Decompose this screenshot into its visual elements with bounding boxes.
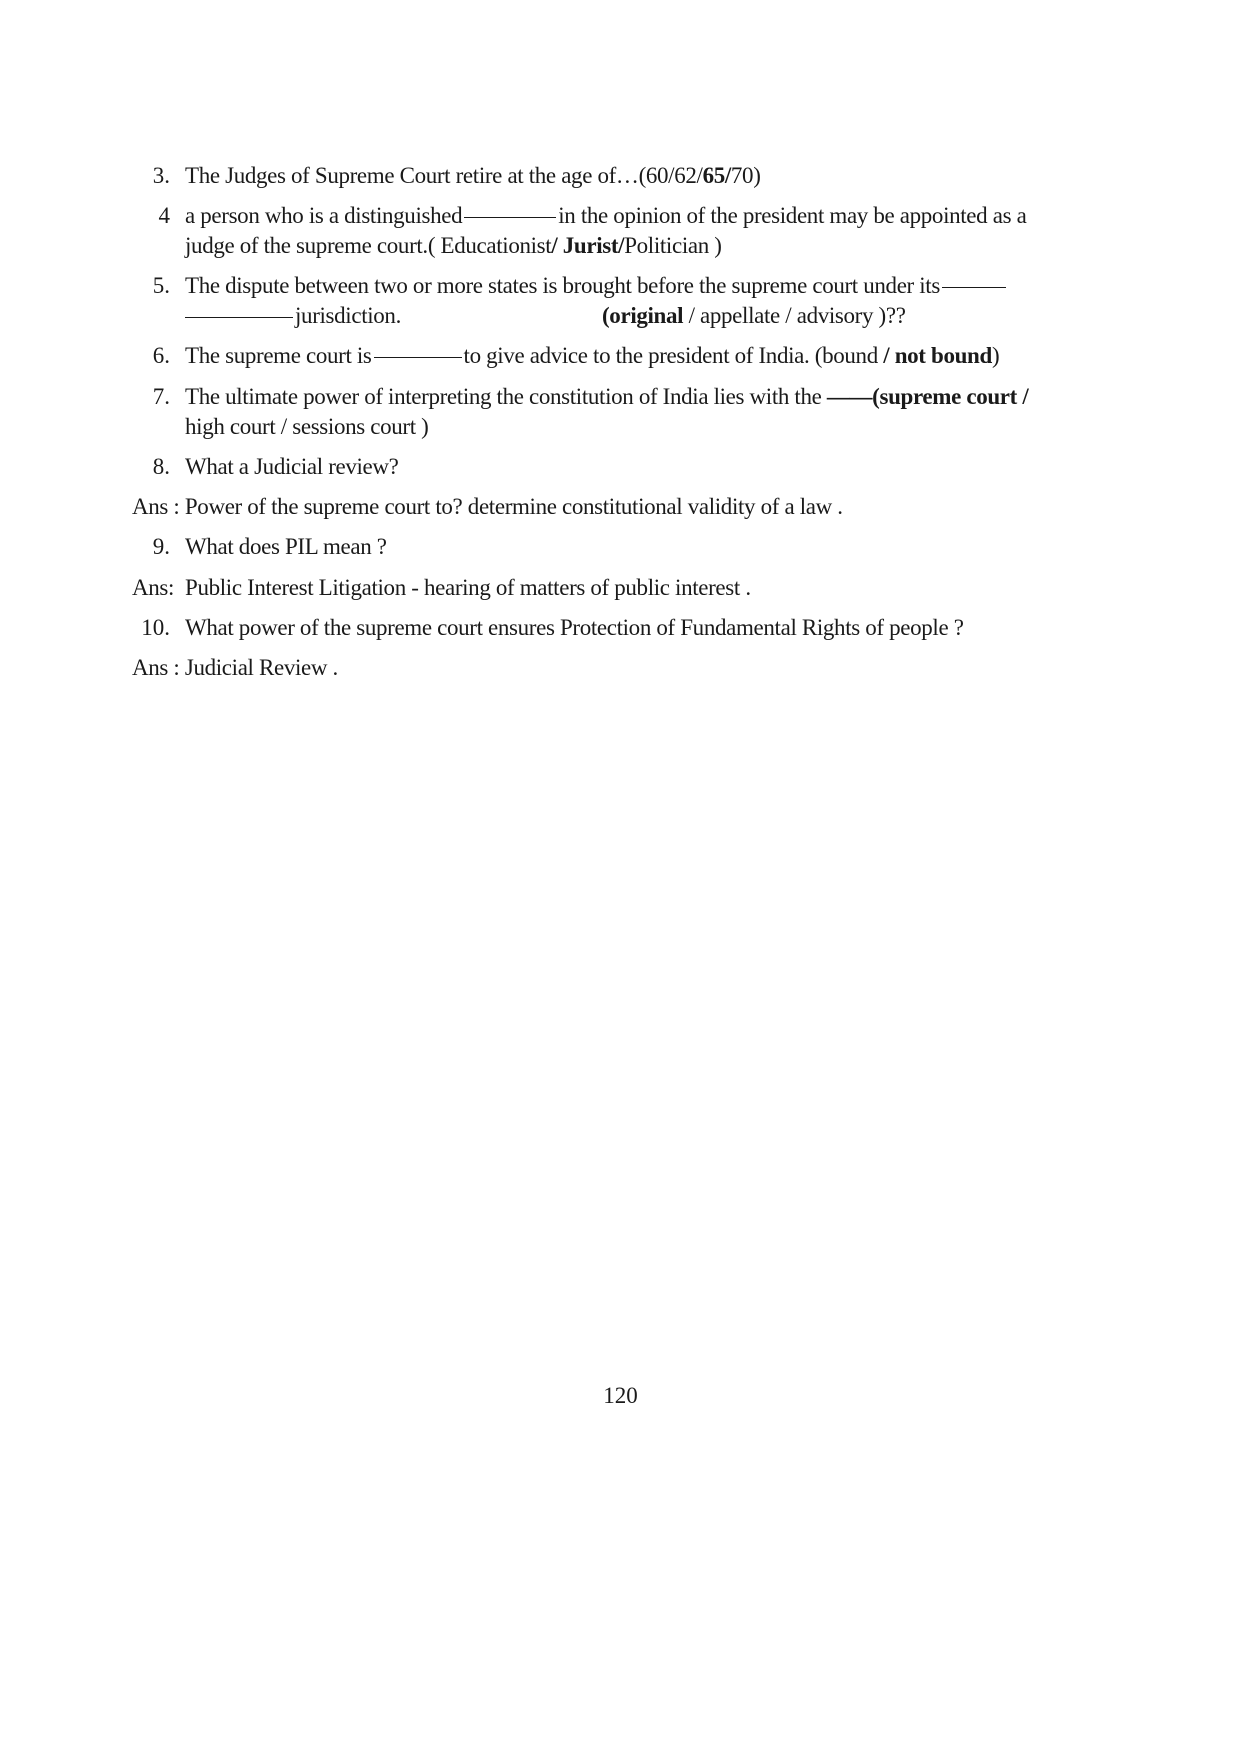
question-3	[185, 161, 761, 191]
answer-bold: 65/	[702, 163, 731, 188]
question-text: What a Judicial review?	[185, 454, 399, 479]
question-8	[185, 452, 399, 482]
answer-label: Ans:	[132, 575, 175, 600]
question-text: high court / sessions court )	[185, 414, 429, 439]
question-text: The Judges of Supreme Court retire at the age of…(60/62/	[185, 163, 703, 188]
answer-10	[132, 653, 338, 683]
answer-text: Ans : Judicial Review .	[132, 655, 338, 680]
question-number: 5.	[152, 273, 170, 298]
question-text: in the opinion of the president may be appointed as a	[558, 203, 1027, 228]
fill-blank	[942, 287, 1006, 288]
question-number: 8.	[152, 454, 170, 479]
page-number: 120	[603, 1383, 638, 1408]
question-text: What does PIL mean ?	[185, 534, 387, 559]
answer-9	[185, 573, 751, 603]
question-7-line-2	[185, 412, 428, 442]
question-text: The ultimate power of interpreting the constitution of India lies with the	[185, 384, 822, 409]
answer-bold: ——(supreme court /	[826, 384, 1029, 409]
question-7-line-1	[185, 382, 1028, 412]
answer-text: Public Interest Litigation - hearing of matters of public interest .	[185, 575, 751, 600]
question-text: a person who is a distinguished	[185, 203, 463, 228]
question-5-line-1	[185, 271, 1008, 301]
question-text-after: 70)	[730, 163, 761, 188]
question-number: 9.	[152, 534, 170, 559]
answer-bold: / Jurist/	[551, 233, 625, 258]
question-number: 7.	[152, 384, 170, 409]
question-text: to give advice to the president of India. (bound	[463, 343, 884, 368]
fill-blank	[185, 317, 293, 318]
question-text: judge of the supreme court.( Educationist	[185, 233, 552, 258]
question-4-line-2	[185, 231, 722, 261]
question-5-line-2	[185, 301, 401, 331]
fill-blank	[464, 217, 556, 218]
answer-9-label	[132, 573, 174, 603]
question-9	[185, 532, 387, 562]
question-text: jurisdiction.	[295, 303, 401, 328]
question-5-options	[602, 301, 906, 331]
question-4-line-1	[185, 201, 1026, 231]
question-text-after: )	[991, 343, 1000, 368]
answer-8	[132, 492, 843, 522]
question-text: The supreme court is	[185, 343, 372, 368]
question-text: What power of the supreme court ensures Protection of Fundamental Rights of people ?	[185, 615, 964, 640]
question-number: 3.	[152, 163, 170, 188]
answer-bold: (original	[602, 303, 684, 328]
question-text-after: / appellate / advisory )??	[683, 303, 906, 328]
question-number: 10.	[141, 615, 170, 640]
question-text: The dispute between two or more states is brought before the supreme court under its	[185, 273, 940, 298]
answer-bold: / not bound	[883, 343, 992, 368]
fill-blank	[374, 357, 462, 358]
question-text-after: Politician )	[624, 233, 722, 258]
question-10	[185, 613, 964, 643]
answer-text: Ans : Power of the supreme court to? determine constitutional validity of a law .	[132, 494, 843, 519]
question-number: 6.	[152, 343, 170, 368]
question-number: 4	[158, 203, 170, 228]
question-6	[185, 341, 999, 371]
